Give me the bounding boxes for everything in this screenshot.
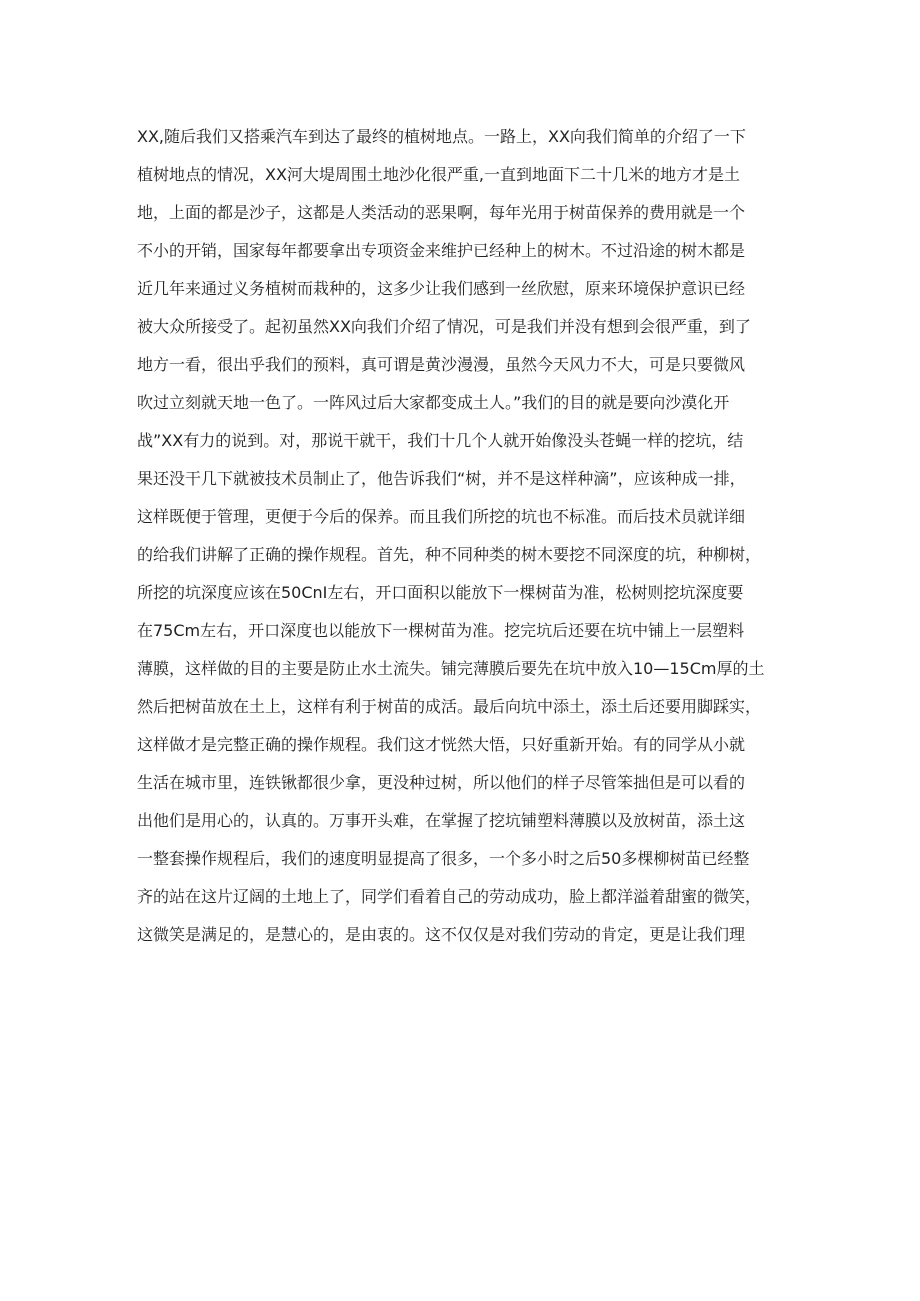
text-line: 在75Cm左右，开口深度也以能放下一棵树苗为准。挖完坑后还要在坑中铺上一层塑料 (137, 621, 745, 640)
text-line: 这样既便于管理，更便于今后的保养。而且我们所挖的坑也不标准。而后技术员就详细 (137, 507, 746, 526)
text-line: 生活在城市里，连铁锹都很少拿，更没种过树，所以他们的样子尽管笨拙但是可以看的 (137, 773, 746, 792)
text-line: 一整套操作规程后，我们的速度明显提高了很多，一个多小时之后50多棵柳树苗已经整 (137, 849, 750, 868)
text-line: 不小的开销，国家每年都要拿出专项资金来维护已经种上的树木。不过沿途的树木都是 (137, 241, 746, 260)
text-line: 吹过立刻就天地一色了。一阵风过后大家都变成土人。”我们的目的就是要向沙漠化开 (137, 393, 730, 412)
text-line: 薄膜，这样做的目的主要是防止水土流失。铺完薄膜后要先在坑中放入10—15Cm厚的土 (137, 659, 765, 678)
body-text (137, 118, 797, 954)
text-line: 战”XX有力的说到。对，那说干就干，我们十几个人就开始像没头苍蝇一样的挖坑，结 (137, 431, 744, 450)
text-line: 这微笑是满足的，是慧心的，是由衷的。这不仅仅是对我们劳动的肯定，更是让我们理 (137, 925, 746, 944)
text-line: 地方一看，很出乎我们的预料，真可谓是黄沙漫漫，虽然今天风力不大，可是只要微风 (137, 355, 746, 374)
text-line: 出他们是用心的，认真的。万事开头难，在掌握了挖坑铺塑料薄膜以及放树苗，添土这 (137, 811, 746, 830)
text-line: 所挖的坑深度应该在50CnI左右，开口面积以能放下一棵树苗为准，松树则挖坑深度要 (137, 583, 744, 602)
text-line: 近几年来通过义务植树而栽种的，这多少让我们感到一丝欣慰，原来环境保护意识已经 (137, 279, 746, 298)
text-line: XX,随后我们又搭乘汽车到达了最终的植树地点。一路上，XX向我们简单的介绍了一下 (137, 127, 746, 146)
text-line: 植树地点的情况，XX河大堤周围土地沙化很严重,一直到地面下二十几米的地方才是土 (137, 165, 741, 184)
text-line: 这样做才是完整正确的操作规程。我们这才恍然大悟，只好重新开始。有的同学从小就 (137, 735, 746, 754)
text-line: 齐的站在这片辽阔的土地上了，同学们看着自己的劳动成功，脸上都洋溢着甜蜜的微笑， (137, 887, 762, 906)
text-line: 被大众所接受了。起初虽然XX向我们介绍了情况，可是我们并没有想到会很严重，到了 (137, 317, 751, 336)
text-line: 地，上面的都是沙子，这都是人类活动的恶果啊，每年光用于树苗保养的费用就是一个 (137, 203, 746, 222)
text-line: 果还没干几下就被技术员制止了，他告诉我们“树，并不是这样种滴”，应该种成一排， (137, 469, 746, 488)
text-line: 然后把树苗放在土上，这样有利于树苗的成活。最后向坑中添土，添土后还要用脚踩实， (137, 697, 762, 716)
text-line: 的给我们讲解了正确的操作规程。首先，种不同种类的树木要挖不同深度的坑，种柳树， (137, 545, 762, 564)
